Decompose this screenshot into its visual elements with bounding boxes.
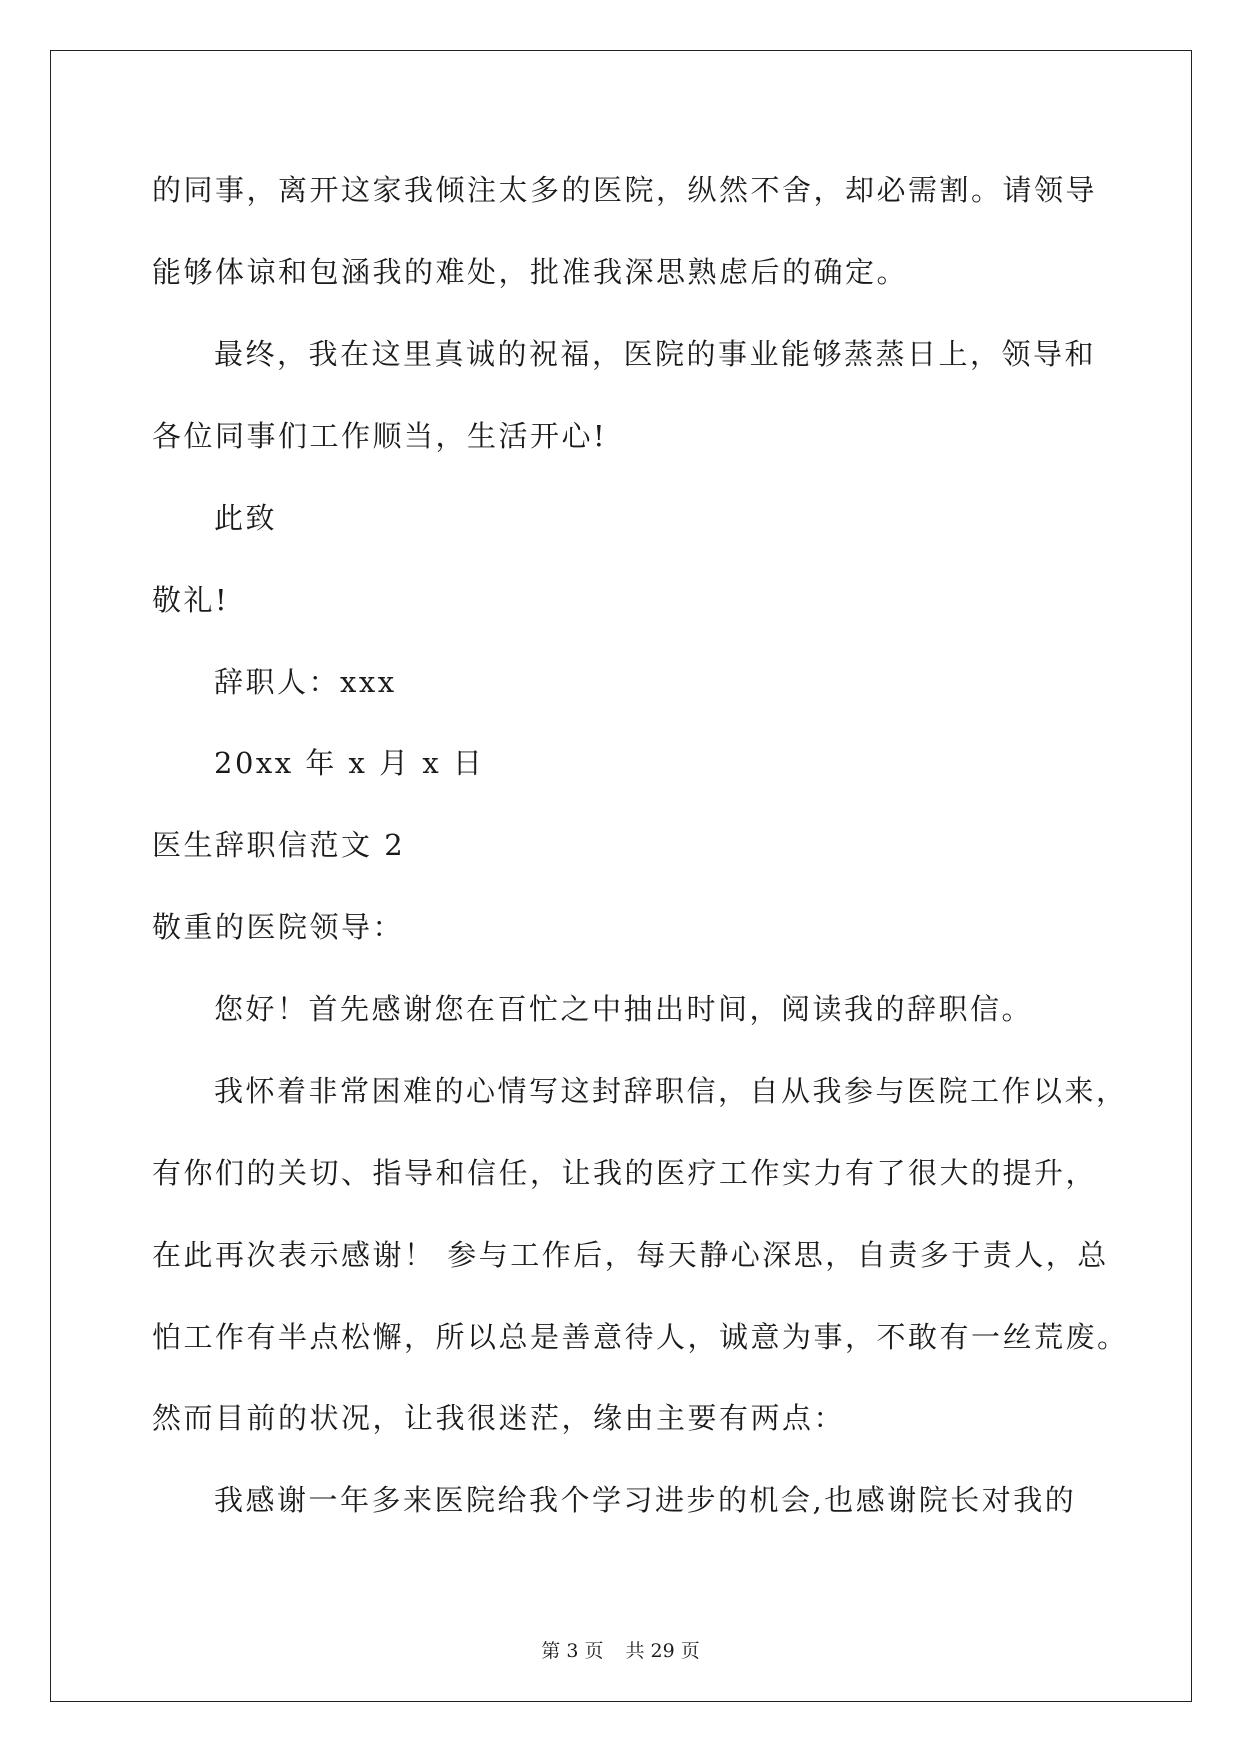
text-line: 您好！首先感谢您在百忙之中抽出时间，阅读我的辞职信。 <box>214 992 1034 1026</box>
text-line: 能够体谅和包涵我的难处，批准我深思熟虑后的确定。 <box>152 255 909 289</box>
text-line: 怕工作有半点松懈，所以总是善意待人，诚意为事，不敢有一丝荒废。 <box>152 1320 1129 1354</box>
page-number: 第 3 页 <box>541 1640 604 1662</box>
text-line: 此致 <box>214 501 278 535</box>
text-line: 敬礼! <box>152 583 230 617</box>
text-line: 然而目前的状况，让我很迷茫，缘由主要有两点： <box>152 1401 846 1435</box>
text-line: 最终，我在这里真诚的祝福，医院的事业能够蒸蒸日上，领导和 <box>214 337 1097 371</box>
text-line: 我感谢一年多来医院给我个学习进步的机会,也感谢院长对我的 <box>214 1483 1077 1517</box>
text-line: 我怀着非常困难的心情写这封辞职信，自从我参与医院工作以来， <box>214 1074 1128 1108</box>
page-footer <box>0 1636 1241 1663</box>
text-line: 辞职人：xxx <box>214 665 397 699</box>
section-heading: 医生辞职信范文 2 <box>152 828 406 862</box>
text-line: 的同事，离开这家我倾注太多的医院，纵然不舍，却必需割。请领导 <box>152 173 1098 207</box>
page-total: 共 29 页 <box>625 1640 700 1662</box>
text-line: 各位同事们工作顺当，生活开心! <box>152 419 608 453</box>
page-border <box>50 50 1192 1702</box>
text-line: 有你们的关切、指导和信任，让我的医疗工作实力有了很大的提升， <box>152 1156 1098 1190</box>
text-line: 20xx 年 x 月 x 日 <box>214 746 485 780</box>
text-line: 在此再次表示感谢！ 参与工作后，每天静心深思，自责多于责人，总 <box>152 1238 1109 1272</box>
salutation: 敬重的医院领导： <box>152 910 405 944</box>
